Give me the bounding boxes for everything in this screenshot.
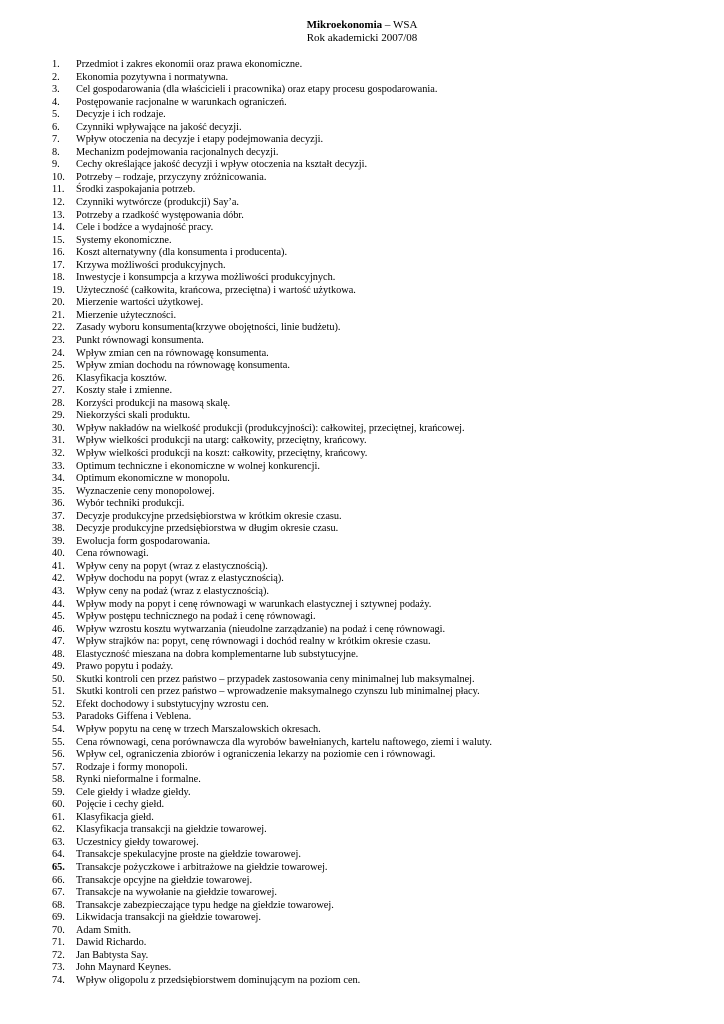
item-text: Wpływ dochodu na popyt (wraz z elastycznością). — [76, 573, 284, 585]
list-item — [52, 84, 704, 97]
list-item — [52, 122, 704, 135]
item-text: Czynniki wpływające na jakość decyzji. — [76, 121, 242, 133]
item-number: 12. — [52, 197, 65, 209]
item-text: Rodzaje i formy monopoli. — [76, 761, 188, 773]
list-item — [52, 661, 704, 674]
item-number: 3. — [52, 84, 60, 96]
list-item — [52, 636, 704, 649]
item-text: Wpływ oligopolu z przedsiębiorstwem dominującym na poziom cen. — [76, 974, 361, 986]
item-number: 13. — [52, 209, 65, 221]
list-item — [52, 937, 704, 950]
item-number: 36. — [52, 498, 65, 510]
list-item — [52, 172, 704, 185]
list-item — [52, 285, 704, 298]
item-number: 54. — [52, 723, 65, 735]
list-item — [52, 523, 704, 536]
item-number: 67. — [52, 887, 65, 899]
item-number: 65. — [52, 862, 65, 873]
item-text: Paradoks Giffena i Veblena. — [76, 711, 192, 723]
item-text: Dawid Richardo. — [76, 937, 147, 949]
item-text: Niekorzyści skali produktu. — [76, 410, 191, 422]
list-item — [52, 586, 704, 599]
item-text: Ewolucja form gospodarowania. — [76, 535, 211, 547]
item-text: Rynki nieformalne i formalne. — [76, 774, 201, 786]
list-item — [52, 950, 704, 963]
item-text: Klasyfikacja kosztów. — [76, 372, 167, 384]
list-item — [52, 109, 704, 122]
item-number: 6. — [52, 121, 60, 133]
item-text: Koszt alternatywny (dla konsumenta i producenta). — [76, 247, 288, 259]
item-number: 8. — [52, 146, 60, 158]
item-number: 26. — [52, 372, 65, 384]
item-text: Transakcje spekulacyjne proste na giełdzie towarowej. — [76, 849, 301, 861]
item-text: Jan Babtysta Say. — [76, 949, 149, 961]
item-text: Mechanizm podejmowania racjonalnych decyzji. — [76, 146, 279, 158]
item-number: 69. — [52, 912, 65, 924]
item-text: Likwidacja transakcji na giełdzie towarowej. — [76, 912, 261, 924]
item-text: Klasyfikacja giełd. — [76, 811, 154, 823]
list-item — [52, 322, 704, 335]
item-number: 1. — [52, 59, 60, 70]
item-number: 32. — [52, 447, 65, 459]
item-number: 44. — [52, 598, 65, 610]
item-text: Optimum ekonomiczne w monopolu. — [76, 473, 230, 485]
list-item — [52, 799, 704, 812]
item-text: Wpływ strajków na: popyt, cenę równowagi i dochód realny w krótkim okresie czasu. — [76, 636, 431, 648]
list-item — [52, 473, 704, 486]
item-text: Wpływ wzrostu kosztu wytwarzania (nieudolne zarządzanie) na podaż i cenę równowagi. — [76, 623, 446, 635]
list-item — [52, 461, 704, 474]
list-item — [52, 159, 704, 172]
item-number: 34. — [52, 473, 65, 485]
item-text: Cel gospodarowania (dla właścicieli i pracownika) oraz etapy procesu gospodarowania. — [76, 84, 438, 96]
item-number: 47. — [52, 636, 65, 648]
item-text: Przedmiot i zakres ekonomii oraz prawa ekonomiczne. — [76, 59, 303, 70]
list-item — [52, 962, 704, 975]
item-number: 46. — [52, 623, 65, 635]
item-text: Transakcje pożyczkowe i arbitrażowe na giełdzie towarowej. — [76, 862, 328, 873]
item-text: Optimum techniczne i ekonomiczne w wolnej konkurencji. — [76, 460, 320, 472]
item-number: 21. — [52, 309, 65, 321]
item-number: 24. — [52, 347, 65, 359]
list-item — [52, 373, 704, 386]
list-item — [52, 222, 704, 235]
item-number: 70. — [52, 924, 65, 936]
list-item — [52, 749, 704, 762]
item-text: Uczestnicy giełdy towarowej. — [76, 836, 199, 848]
list-item — [52, 875, 704, 888]
item-text: Transakcje zabezpieczające typu hedge na giełdzie towarowej. — [76, 899, 334, 911]
item-number: 63. — [52, 836, 65, 848]
item-number: 42. — [52, 573, 65, 585]
list-item — [52, 573, 704, 586]
item-number: 10. — [52, 171, 65, 183]
item-text: Koszty stałe i zmienne. — [76, 385, 173, 397]
list-item — [52, 97, 704, 110]
item-number: 72. — [52, 949, 65, 961]
item-text: Wpływ popytu na cenę w trzech Marszalowskich okresach. — [76, 723, 321, 735]
list-item — [52, 210, 704, 223]
item-number: 4. — [52, 96, 60, 108]
item-number: 56. — [52, 749, 65, 761]
list-item — [52, 134, 704, 147]
item-text: Postępowanie racjonalne w warunkach ograniczeń. — [76, 96, 287, 108]
item-text: Krzywa możliwości produkcyjnych. — [76, 259, 226, 271]
list-item — [52, 448, 704, 461]
item-text: Wpływ zmian dochodu na równowagę konsumenta. — [76, 360, 290, 372]
item-number: 30. — [52, 422, 65, 434]
item-text: Inwestycje i konsumpcja a krzywa możliwości produkcyjnych. — [76, 272, 336, 284]
list-item — [52, 762, 704, 775]
list-item — [52, 611, 704, 624]
list-item — [52, 849, 704, 862]
item-text: Transakcje na wywołanie na giełdzie towarowej. — [76, 887, 277, 899]
list-item — [52, 260, 704, 273]
item-text: Wpływ ceny na popyt (wraz z elastycznością). — [76, 560, 268, 572]
item-number: 17. — [52, 259, 65, 271]
item-text: Cena równowagi, cena porównawcza dla wyrobów bawełnianych, kartelu naftowego, ziemi i waluty. — [76, 736, 492, 748]
item-number: 11. — [52, 184, 65, 196]
list-item — [52, 272, 704, 285]
item-text: Efekt dochodowy i substytucyjny wzrostu cen. — [76, 698, 269, 710]
item-number: 52. — [52, 698, 65, 710]
item-number: 41. — [52, 560, 65, 572]
list-item — [52, 912, 704, 925]
item-text: Cechy określające jakość decyzji i wpływ otoczenia na kształt decyzji. — [76, 159, 368, 171]
item-number: 55. — [52, 736, 65, 748]
item-text: Ekonomia pozytywna i normatywna. — [76, 71, 229, 83]
item-number: 7. — [52, 134, 60, 146]
item-number: 37. — [52, 510, 65, 522]
list-item — [52, 812, 704, 825]
list-item — [52, 699, 704, 712]
document-title — [0, 19, 724, 32]
item-number: 49. — [52, 661, 65, 673]
item-number: 19. — [52, 284, 65, 296]
list-item — [52, 737, 704, 750]
item-text: Decyzje produkcyjne przedsiębiorstwa w długim okresie czasu. — [76, 523, 339, 535]
item-text: Wpływ mody na popyt i cenę równowagi w warunkach elastycznej i sztywnej podaży. — [76, 598, 432, 610]
item-number: 29. — [52, 410, 65, 422]
item-text: Prawo popytu i podaży. — [76, 661, 174, 673]
list-item — [52, 335, 704, 348]
list-item — [52, 348, 704, 361]
list-item — [52, 197, 704, 210]
item-number: 33. — [52, 460, 65, 472]
item-text: Transakcje opcyjne na giełdzie towarowej. — [76, 874, 253, 886]
list-item — [52, 925, 704, 938]
item-number: 31. — [52, 435, 65, 447]
list-item — [52, 774, 704, 787]
list-item — [52, 824, 704, 837]
item-text: John Maynard Keynes. — [76, 962, 172, 974]
item-text: Wpływ otoczenia na decyzje i etapy podejmowania decyzji. — [76, 134, 324, 146]
item-text: Decyzje produkcyjne przedsiębiorstwa w krótkim okresie czasu. — [76, 510, 342, 522]
item-number: 71. — [52, 937, 65, 949]
item-number: 22. — [52, 322, 65, 334]
document-header — [0, 19, 724, 45]
item-number: 25. — [52, 360, 65, 372]
list-item — [52, 72, 704, 85]
item-text: Decyzje i ich rodzaje. — [76, 109, 166, 121]
list-item — [52, 837, 704, 850]
list-item — [52, 561, 704, 574]
list-item — [52, 686, 704, 699]
item-text: Środki zaspokajania potrzeb. — [76, 184, 196, 196]
list-item — [52, 297, 704, 310]
item-number: 59. — [52, 786, 65, 798]
list-item — [52, 674, 704, 687]
item-text: Wyznaczenie ceny monopolowej. — [76, 485, 215, 497]
item-number: 64. — [52, 849, 65, 861]
list-item — [52, 711, 704, 724]
list-item — [52, 310, 704, 323]
item-number: 2. — [52, 71, 60, 83]
item-number: 16. — [52, 247, 65, 259]
item-number: 53. — [52, 711, 65, 723]
item-number: 62. — [52, 824, 65, 836]
item-text: Cele i bodźce a wydajność pracy. — [76, 222, 214, 234]
item-number: 23. — [52, 335, 65, 347]
item-number: 15. — [52, 234, 65, 246]
list-item — [52, 548, 704, 561]
list-item — [52, 385, 704, 398]
item-text: Mierzenie użyteczności. — [76, 309, 177, 321]
item-number: 68. — [52, 899, 65, 911]
item-text: Pojęcie i cechy giełd. — [76, 799, 165, 811]
item-text: Cele giełdy i władze giełdy. — [76, 786, 191, 798]
topic-list — [52, 59, 704, 987]
list-item — [52, 724, 704, 737]
list-item — [52, 498, 704, 511]
list-item — [52, 435, 704, 448]
list-item — [52, 486, 704, 499]
item-text: Adam Smith. — [76, 924, 131, 936]
item-text: Wpływ wielkości produkcji na koszt: całkowity, przeciętny, krańcowy. — [76, 447, 368, 459]
document-subtitle: Rok akademicki 2007/08 — [306, 32, 418, 44]
item-number: 5. — [52, 109, 60, 121]
list-item — [52, 360, 704, 373]
item-number: 60. — [52, 799, 65, 811]
item-text: Systemy ekonomiczne. — [76, 234, 172, 246]
item-text: Skutki kontroli cen przez państwo – wprowadzenie maksymalnego czynszu lub minimalnej płacy. — [76, 686, 480, 698]
list-item — [52, 536, 704, 549]
list-item — [52, 398, 704, 411]
item-number: 73. — [52, 962, 65, 974]
list-item — [52, 423, 704, 436]
item-number: 57. — [52, 761, 65, 773]
item-number: 74. — [52, 974, 65, 986]
list-item — [52, 975, 704, 988]
item-text: Wpływ cel, ograniczenia zbiorów i ograniczenia lekarzy na poziomie cen i równowagi. — [76, 749, 436, 761]
item-number: 20. — [52, 297, 65, 309]
item-number: 39. — [52, 535, 65, 547]
item-text: Elastyczność mieszana na dobra komplementarne lub substytucyjne. — [76, 648, 359, 660]
item-number: 38. — [52, 523, 65, 535]
item-text: Potrzeby – rodzaje, przyczyny zróżnicowania. — [76, 171, 267, 183]
item-text: Korzyści produkcji na masową skalę. — [76, 397, 231, 409]
item-number: 28. — [52, 397, 65, 409]
item-text: Wpływ postępu technicznego na podaż i cenę równowagi. — [76, 611, 316, 623]
item-text: Skutki kontroli cen przez państwo – przypadek zastosowania ceny minimalnej lub maksymalnej. — [76, 673, 475, 685]
list-item — [52, 247, 704, 260]
item-number: 18. — [52, 272, 65, 284]
list-item — [52, 410, 704, 423]
list-item — [52, 147, 704, 160]
list-item — [52, 787, 704, 800]
list-item — [52, 59, 704, 72]
item-text: Punkt równowagi konsumenta. — [76, 335, 204, 347]
item-text: Potrzeby a rzadkość występowania dóbr. — [76, 209, 244, 221]
item-number: 9. — [52, 159, 60, 171]
item-text: Cena równowagi. — [76, 548, 149, 560]
item-number: 58. — [52, 774, 65, 786]
list-item — [52, 862, 704, 875]
item-number: 48. — [52, 648, 65, 660]
list-item — [52, 649, 704, 662]
item-text: Wpływ ceny na podaż (wraz z elastycznością). — [76, 585, 269, 597]
item-number: 43. — [52, 585, 65, 597]
item-text: Mierzenie wartości użytkowej. — [76, 297, 204, 309]
title-bold: Mikroekonomia — [306, 19, 383, 31]
item-number: 61. — [52, 811, 65, 823]
item-text: Czynniki wytwórcze (produkcji) Say’a. — [76, 197, 239, 209]
item-text: Wpływ nakładów na wielkość produkcji (produkcyjności): całkowitej, przeciętnej, krańcowej. — [76, 422, 465, 434]
list-item — [52, 887, 704, 900]
item-text: Klasyfikacja transakcji na giełdzie towarowej. — [76, 824, 267, 836]
list-item — [52, 235, 704, 248]
item-number: 14. — [52, 222, 65, 234]
item-number: 66. — [52, 874, 65, 886]
list-item — [52, 900, 704, 913]
item-number: 27. — [52, 385, 65, 397]
list-item — [52, 511, 704, 524]
item-text: Wybór techniki produkcji. — [76, 498, 185, 510]
item-number: 40. — [52, 548, 65, 560]
item-number: 50. — [52, 673, 65, 685]
item-text: Wpływ zmian cen na równowagę konsumenta. — [76, 347, 269, 359]
item-number: 35. — [52, 485, 65, 497]
list-item — [52, 184, 704, 197]
item-text: Zasady wyboru konsumenta(krzywe obojętności, linie budżetu). — [76, 322, 341, 334]
title-rest: – WSA — [382, 19, 418, 31]
list-item — [52, 624, 704, 637]
item-number: 51. — [52, 686, 65, 698]
item-text: Użyteczność (całkowita, krańcowa, przeciętna) i wartość użytkowa. — [76, 284, 356, 296]
item-text: Wpływ wielkości produkcji na utarg: całkowity, przeciętny, krańcowy. — [76, 435, 367, 447]
item-number: 45. — [52, 611, 65, 623]
list-item — [52, 599, 704, 612]
